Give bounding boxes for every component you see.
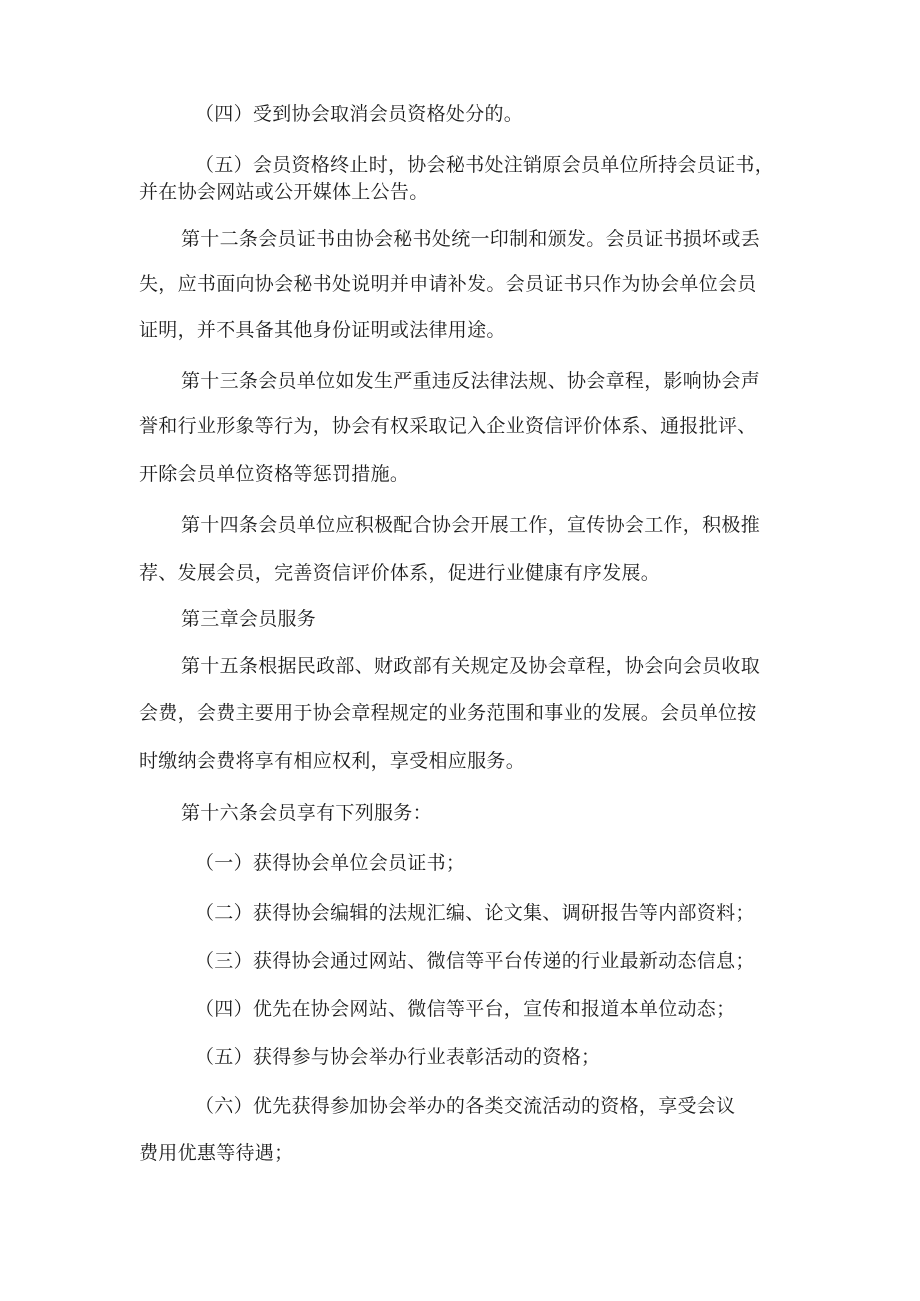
text-line-22: （六）优先获得参加协会举办的各类交流活动的资格，享受会议 [195, 1095, 736, 1117]
text-line-8: 誉和行业形象等行为，协会有权采取记入企业资信评价体系、通报批评、 [139, 415, 757, 437]
chapter-heading: 第三章会员服务 [181, 608, 317, 630]
text-line-5: 失，应书面向协会秘书处说明并申请补发。会员证书只作为协会单位会员 [139, 273, 757, 295]
text-line-1: （四）受到协会取消会员资格处分的。 [195, 103, 524, 125]
text-line-18: （二）获得协会编辑的法规汇编、论文集、调研报告等内部资料； [195, 902, 755, 924]
text-line-6: 证明，并不具备其他身份证明或法律用途。 [139, 319, 506, 341]
text-line-7: 第十三条会员单位如发生严重违反法律法规、协会章程，影响协会声 [181, 370, 761, 392]
text-line-4: 第十二条会员证书由协会秘书处统一印制和颁发。会员证书损坏或丢 [181, 228, 761, 250]
text-line-2: （五）会员资格终止时，协会秘书处注销原会员单位所持会员证书， [195, 154, 775, 176]
text-line-19: （三）获得协会通过网站、微信等平台传递的行业最新动态信息； [195, 950, 755, 972]
text-line-11: 荐、发展会员，完善资信评价体系，促进行业健康有序发展。 [139, 562, 661, 584]
text-line-15: 时缴纳会费将享有相应权利，享受相应服务。 [139, 750, 526, 772]
text-line-13: 第十五条根据民政部、财政部有关规定及协会章程，协会向会员收取 [181, 655, 761, 677]
text-line-3: 并在协会网站或公开媒体上公告。 [139, 181, 429, 203]
text-line-17: （一）获得协会单位会员证书； [195, 852, 466, 874]
text-line-20: （四）优先在协会网站、微信等平台，宣传和报道本单位动态； [195, 998, 736, 1020]
text-line-16: 第十六条会员享有下列服务： [181, 802, 432, 824]
text-line-10: 第十四条会员单位应积极配合协会开展工作，宣传协会工作，积极推 [181, 514, 761, 536]
text-line-21: （五）获得参与协会举办行业表彰活动的资格； [195, 1046, 601, 1068]
text-line-9: 开除会员单位资格等惩罚措施。 [139, 463, 410, 485]
text-line-14: 会费，会费主要用于协会章程规定的业务范围和事业的发展。会员单位按 [139, 702, 757, 724]
text-line-23: 费用优惠等待遇； [139, 1142, 294, 1164]
